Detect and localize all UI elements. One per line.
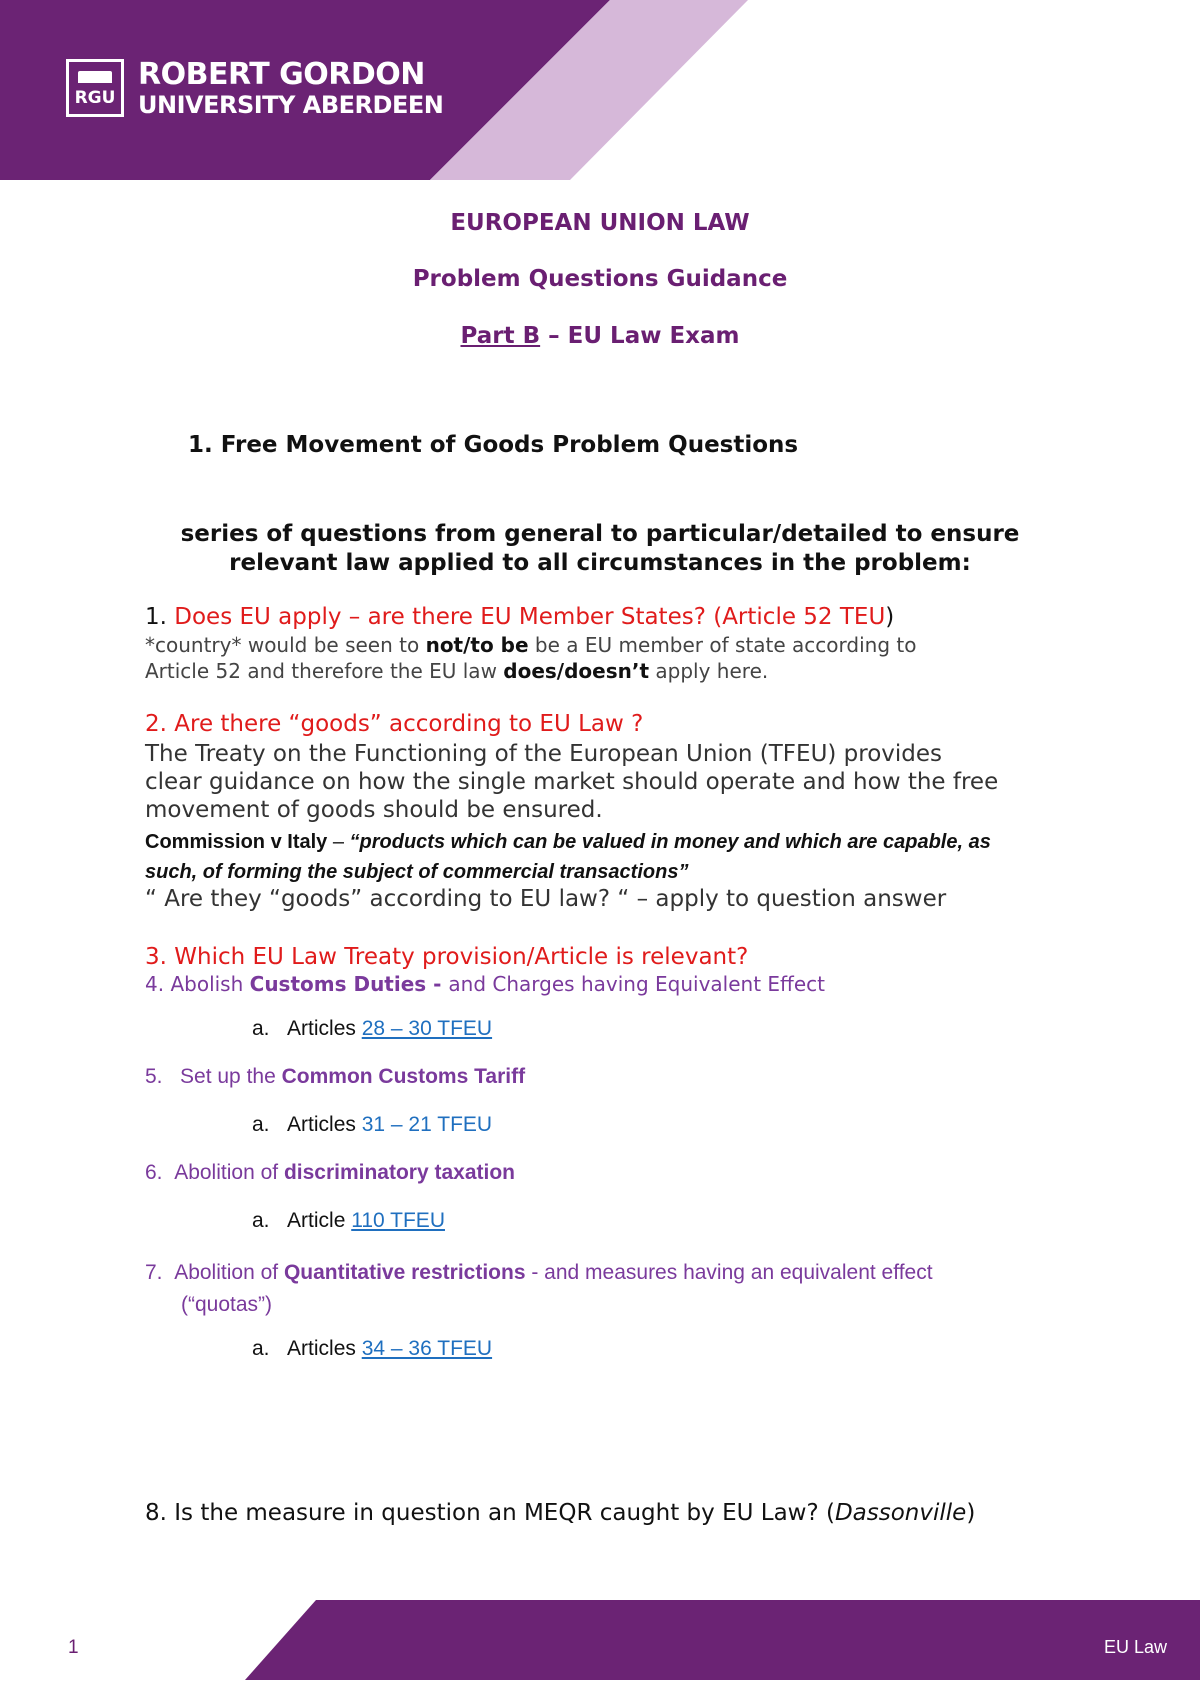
intro-line-2: relevant law applied to all circumstances in the problem: [229, 550, 971, 576]
q2-apply-prompt: “ Are they “goods” according to EU law? “ – apply to question answer [145, 886, 947, 912]
item-4-text-b: Customs Duties - [249, 972, 449, 996]
case-quote-text-2: such, of forming the subject of commercial transactions” [145, 861, 689, 883]
item-7-sub-text: Articles [287, 1337, 362, 1360]
footer-purple-shape [245, 1600, 1200, 1680]
mortarboard-icon [78, 71, 112, 83]
question-8 [145, 1500, 975, 1526]
item-5 [145, 1065, 525, 1089]
item-7-number: 7. [145, 1261, 163, 1284]
item-5-text-b: Common Customs Tariff [281, 1065, 526, 1088]
logo-line-1: ROBERT GORDON [138, 56, 425, 92]
q1-body-line-1 [145, 632, 916, 658]
footer-banner [0, 1590, 1200, 1696]
q2-body-line-1: The Treaty on the Functioning of the European Union (TFEU) provides [145, 741, 943, 767]
q1-body-b: not/to be [425, 633, 529, 657]
articles-34-36-link[interactable]: 34 – 36 TFEU [361, 1337, 493, 1360]
item-7-line-2: (“quotas”) [181, 1293, 273, 1316]
question-2-body [145, 740, 998, 824]
logo-line-2: UNIVERSITY ABERDEEN [138, 90, 444, 119]
footer-label: EU Law [1104, 1637, 1168, 1657]
part-heading-rest: – EU Law Exam [540, 323, 740, 349]
item-7-sub-letter: a. [252, 1337, 270, 1360]
item-6-sub-text: Article [287, 1209, 352, 1232]
item-7-text-c: - and measures having an equivalent effect [525, 1261, 933, 1284]
question-3-heading: 3. Which EU Law Treaty provision/Article is relevant? [145, 944, 749, 970]
item-6-sub [252, 1209, 445, 1233]
q1-number: 1. [145, 604, 167, 630]
q1-body-line-2 [145, 658, 916, 684]
item-5-sub-text: Articles [287, 1113, 362, 1136]
question-1-body [145, 632, 916, 684]
q1-body-e: does/doesn’t [503, 659, 650, 683]
section-intro [130, 520, 1070, 578]
item-6-number: 6. [145, 1161, 163, 1184]
item-7 [145, 1257, 933, 1321]
item-5-number: 5. [145, 1065, 163, 1088]
article-110-link[interactable]: 110 TFEU [351, 1209, 445, 1232]
item-6-text-a: Abolition of [174, 1161, 284, 1184]
q8-number: 8. [145, 1500, 167, 1526]
item-7-line-1 [145, 1257, 933, 1289]
articles-28-30-link[interactable]: 28 – 30 TFEU [361, 1017, 493, 1040]
q8-close: ) [966, 1500, 976, 1526]
section-heading: 1. Free Movement of Goods Problem Questions [188, 432, 799, 458]
q8-case-name: Dassonville [834, 1500, 967, 1526]
item-4-text-a: Abolish [170, 972, 250, 996]
q1-close: ) [885, 604, 895, 630]
q2-body-line-2: clear guidance on how the single market should operate and how the free [145, 769, 999, 795]
q1-text: Does EU apply – are there EU Member States? (Article 52 TEU [174, 604, 886, 630]
rgu-logo[interactable] [66, 58, 443, 118]
item-6 [145, 1161, 515, 1185]
part-heading [0, 323, 1200, 349]
intro-line-1: series of questions from general to particular/detailed to ensure [180, 521, 1020, 547]
case-dash: – [327, 831, 350, 853]
item-4 [145, 972, 825, 996]
question-1-heading [145, 604, 894, 630]
course-title: EUROPEAN UNION LAW [450, 210, 750, 236]
part-b-link[interactable]: Part B [460, 323, 541, 349]
q1-body-d: Article 52 and therefore the EU law [145, 659, 504, 683]
item-4-sub-letter: a. [252, 1017, 270, 1040]
item-6-text-b: discriminatory taxation [283, 1161, 515, 1184]
item-4-sub-text: Articles [287, 1017, 362, 1040]
item-7-text-a: Abolition of [174, 1261, 284, 1284]
item-6-sub-letter: a. [252, 1209, 270, 1232]
case-quote-line-2 [145, 857, 991, 887]
case-name: Commission v Italy [145, 831, 328, 853]
q1-body-c: be a EU member of state according to [528, 633, 917, 657]
q8-text: Is the measure in question an MEQR caught by EU Law? ( [174, 1500, 835, 1526]
q2-body-line-3: movement of goods should be ensured. [145, 797, 603, 823]
case-quote [145, 827, 991, 887]
logo-mark-text: RGU [74, 88, 116, 108]
item-7-text-b: Quantitative restrictions [283, 1261, 526, 1284]
q1-body-f: apply here. [649, 659, 769, 683]
item-4-sub [252, 1017, 492, 1041]
question-2-heading: 2. Are there “goods” according to EU Law ? [145, 711, 644, 737]
item-4-text-c: and Charges having Equivalent Effect [448, 972, 825, 996]
case-quote-text-1: “products which can be valued in money and which are capable, as [349, 831, 991, 853]
case-quote-line-1 [145, 827, 991, 857]
document-subtitle: Problem Questions Guidance [412, 266, 788, 292]
q1-body-a: *country* would be seen to [145, 633, 426, 657]
item-7-sub [252, 1337, 492, 1361]
articles-31-21-ref: 31 – 21 TFEU [361, 1113, 493, 1136]
item-5-sub-letter: a. [252, 1113, 270, 1136]
item-5-sub [252, 1113, 492, 1137]
item-5-text-a: Set up the [174, 1065, 282, 1088]
page-number: 1 [68, 1637, 79, 1658]
rgu-logo-mark [66, 59, 124, 117]
logo-wordmark [138, 56, 444, 119]
item-4-number: 4. [145, 972, 165, 996]
